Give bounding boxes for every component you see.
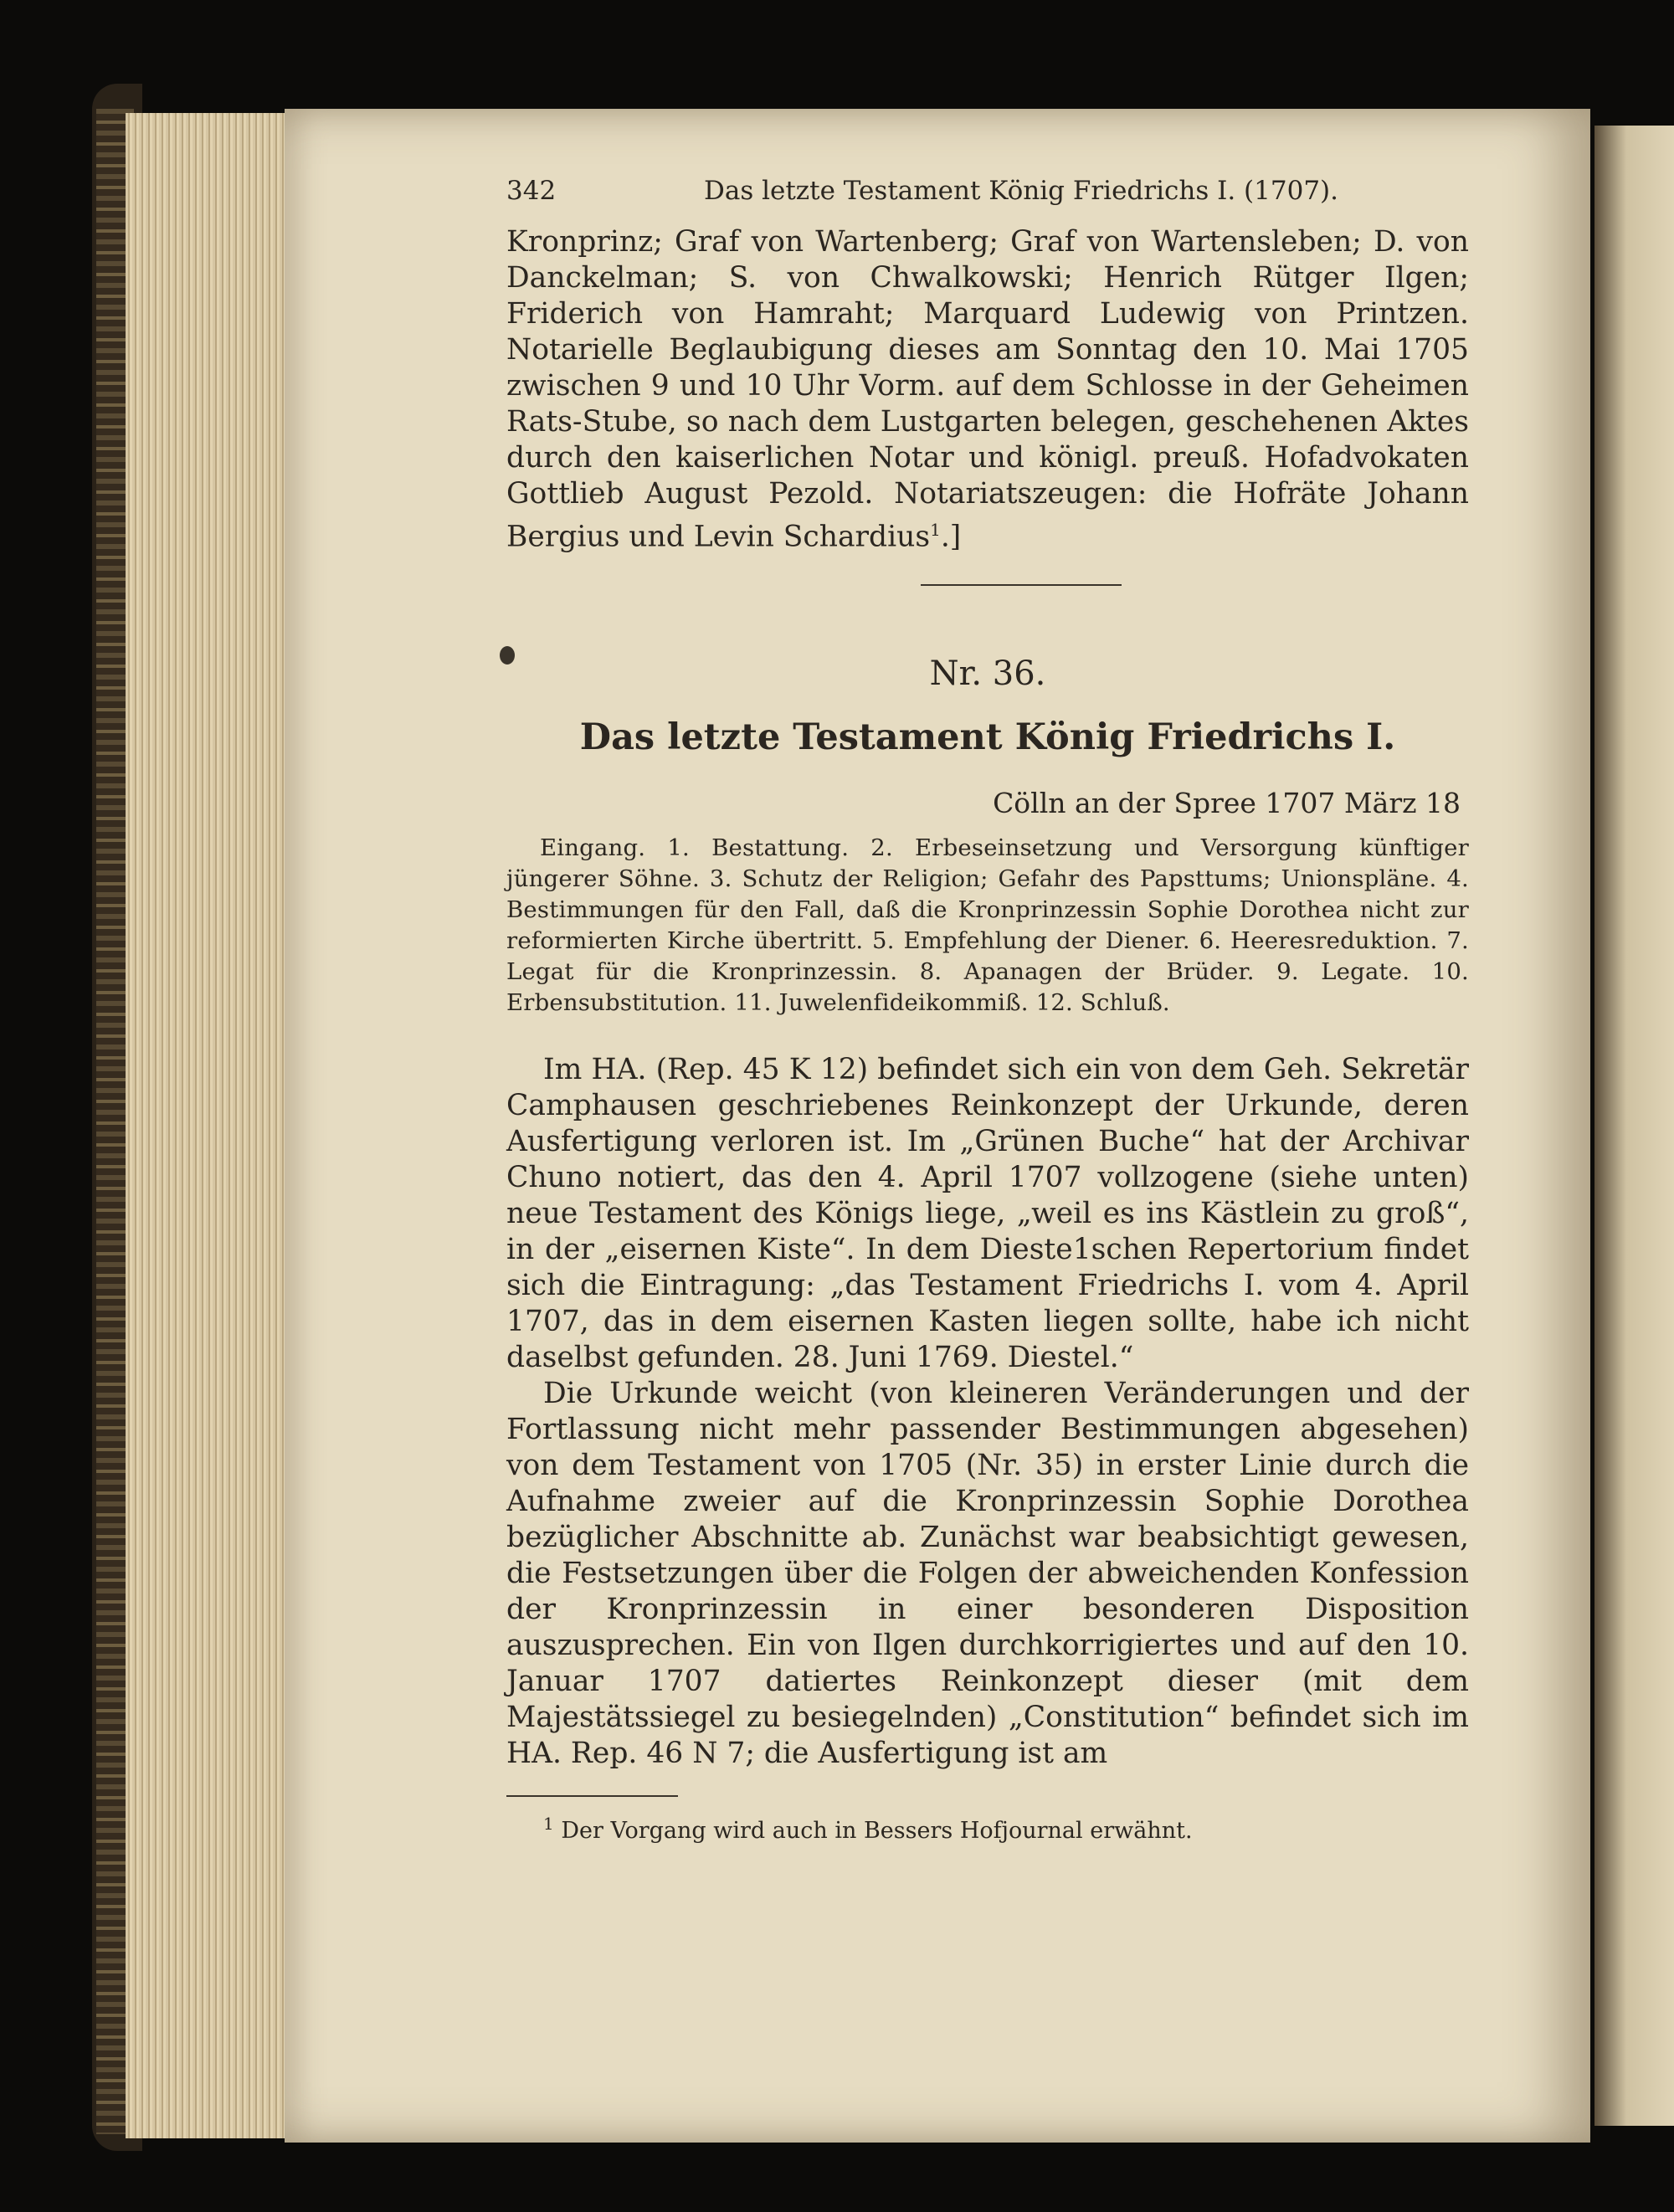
page-number: 342 [506,176,557,206]
body-paragraph-1: Im HA. (Rep. 45 K 12) befindet sich ein von dem Geh. Sekretär Camphausen geschriebenes Reinkonzept der Urkunde, deren Ausfertigung verloren ist. Im „Grünen Buche“ hat der Archivar Chuno notiert, das den 4. April 1707 vollzogene (siehe unten) neue Testament des Königs liege, „weil es ins Kästlein zu groß“, in der „eisernen Kiste“. In dem Dieste1schen Repertorium findet sich die Eintragung: „das Testament Friedrichs I. vom 4. April 1707, das in dem eisernen Kasten liegen sollte, habe ich nicht daselbst gefunden. 28. Juni 1769. Diestel.“ [506,1052,1469,1374]
document-number: Nr. 36. [929,654,1046,693]
footnote-mark: 1 [543,1813,554,1834]
footnote [506,1809,1469,1846]
continuation-paragraph [506,224,1469,556]
running-header [506,176,1469,206]
content-summary: Eingang. 1. Bestattung. 2. Erbeseinsetzung und Versorgung künftiger jüngerer Söhne. 3. Schutz der Religion; Gefahr des Papsttums; Unionspläne. 4. Bestimmungen für den Fall, daß die Kronprinzessin Sophie Dorothea nicht zur reformierten Kirche übertritt. 5. Empfehlung der Diener. 6. Heeresreduktion. 7. Legat für die Kronprinzessin. 8. Apanagen der Brüder. 9. Legate. 10. Erbensubstitution. 11. Juwelenfideikommiß. 12. Schluß. [506,834,1469,1016]
body-paragraph-2: Die Urkunde weicht (von kleineren Veränderungen und der Fortlassung nicht mehr passender Bestimmungen abgesehen) von dem Testament von 1705 (Nr. 35) in erster Linie durch die Aufnahme zweier auf die Kronprinzessin Sophie Dorothea bezüglicher Abschnitte ab. Zunächst war beabsichtigt gewesen, die Festsetzungen über die Folgen der abweichenden Konfession der Kronprinzessin in einer besonderen Disposition auszusprechen. Ein von Ilgen durchkorrigiertes und auf den 10. Januar 1707 datiertes Reinkonzept dieser (mit dem Majestätssiegel zu besiegelnden) „Constitution“ befindet sich im HA. Rep. 46 N 7; die Ausfertigung ist am [506,1376,1469,1770]
continuation-end: .] [940,520,962,554]
running-title: Das letzte Testament König Friedrichs I. (1707). [703,176,1338,206]
document-title: Das letzte Testament König Friedrichs I. [579,716,1396,758]
page-edges [126,113,293,2138]
footnote-reference: 1 [930,520,941,540]
facing-page-edge [1594,126,1674,2126]
dateline: Cölln an der Spree 1707 März 18 [993,786,1461,819]
footnote-text: Der Vorgang wird auch in Bessers Hofjournal erwähnt. [561,1817,1193,1844]
spacer [506,1019,1469,1052]
continuation-text: Kronprinz; Graf von Wartenberg; Graf von Wartensleben; D. von Danckelman; S. von Chwalkowski; Henrich Rütger Ilgen; Friderich von Hamraht; Marquard Ludewig von Printzen. Notarielle Beglaubigung dieses am Sonntag den 10. Mai 1705 zwischen 9 und 10 Uhr Vorm. auf dem Schlosse in der Geheimen Rats-Stube, so nach dem Lustgarten belegen, geschehenen Aktes durch den kaiserlichen Notar und königl. preuß. Hofadvokaten Gottlieb August Pezold. Notariatszeugen: die Hofräte Johann Bergius und Levin Schardius [506,225,1469,554]
page-content [506,176,1469,1846]
footnote-rule [506,1795,678,1797]
section-divider [921,584,1122,586]
